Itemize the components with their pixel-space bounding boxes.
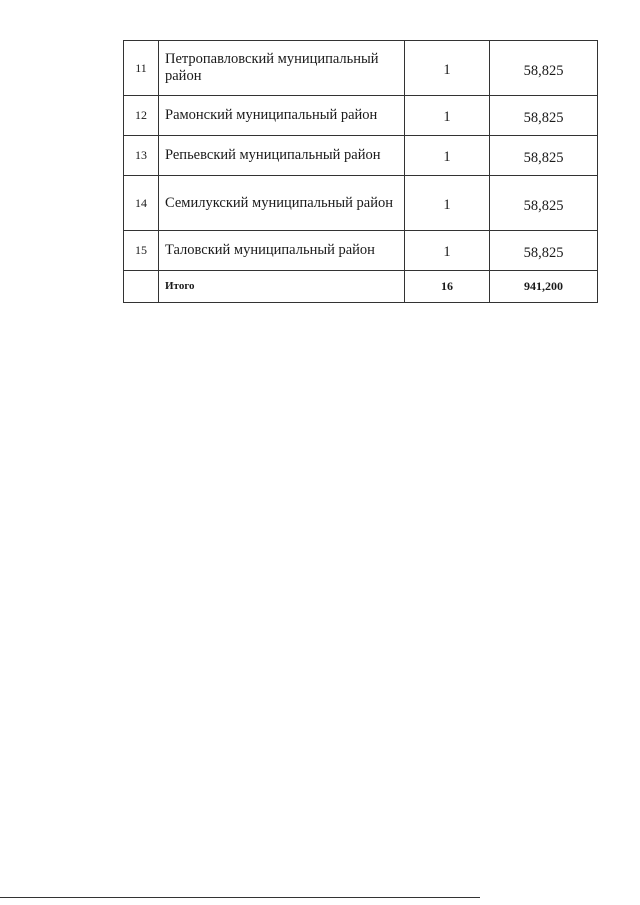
row-count: 1 bbox=[405, 41, 490, 96]
total-number bbox=[124, 271, 159, 303]
row-count: 1 bbox=[405, 176, 490, 231]
row-number: 12 bbox=[124, 96, 159, 136]
row-sum: 58,825 bbox=[490, 176, 598, 231]
table-row bbox=[124, 96, 598, 136]
row-number: 14 bbox=[124, 176, 159, 231]
table-row bbox=[124, 176, 598, 231]
district-name: Семилукский муниципальный район bbox=[159, 176, 405, 231]
row-count: 1 bbox=[405, 231, 490, 271]
district-name: Репьевский муниципальный район bbox=[159, 136, 405, 176]
row-number: 15 bbox=[124, 231, 159, 271]
row-count: 1 bbox=[405, 136, 490, 176]
table-row bbox=[124, 231, 598, 271]
row-sum: 58,825 bbox=[490, 41, 598, 96]
row-sum: 58,825 bbox=[490, 136, 598, 176]
row-count: 1 bbox=[405, 96, 490, 136]
table-row bbox=[124, 136, 598, 176]
district-name: Таловский муниципальный район bbox=[159, 231, 405, 271]
total-label: Итого bbox=[159, 271, 405, 303]
row-number: 13 bbox=[124, 136, 159, 176]
row-number: 11 bbox=[124, 41, 159, 96]
row-sum: 58,825 bbox=[490, 96, 598, 136]
total-row bbox=[124, 271, 598, 303]
district-name: Петропавловский муниципальный район bbox=[159, 41, 405, 96]
row-sum: 58,825 bbox=[490, 231, 598, 271]
total-count: 16 bbox=[405, 271, 490, 303]
total-sum: 941,200 bbox=[490, 271, 598, 303]
footer-divider bbox=[0, 897, 480, 898]
allocation-table bbox=[123, 40, 598, 303]
district-name: Рамонский муниципальный район bbox=[159, 96, 405, 136]
table-row bbox=[124, 41, 598, 96]
